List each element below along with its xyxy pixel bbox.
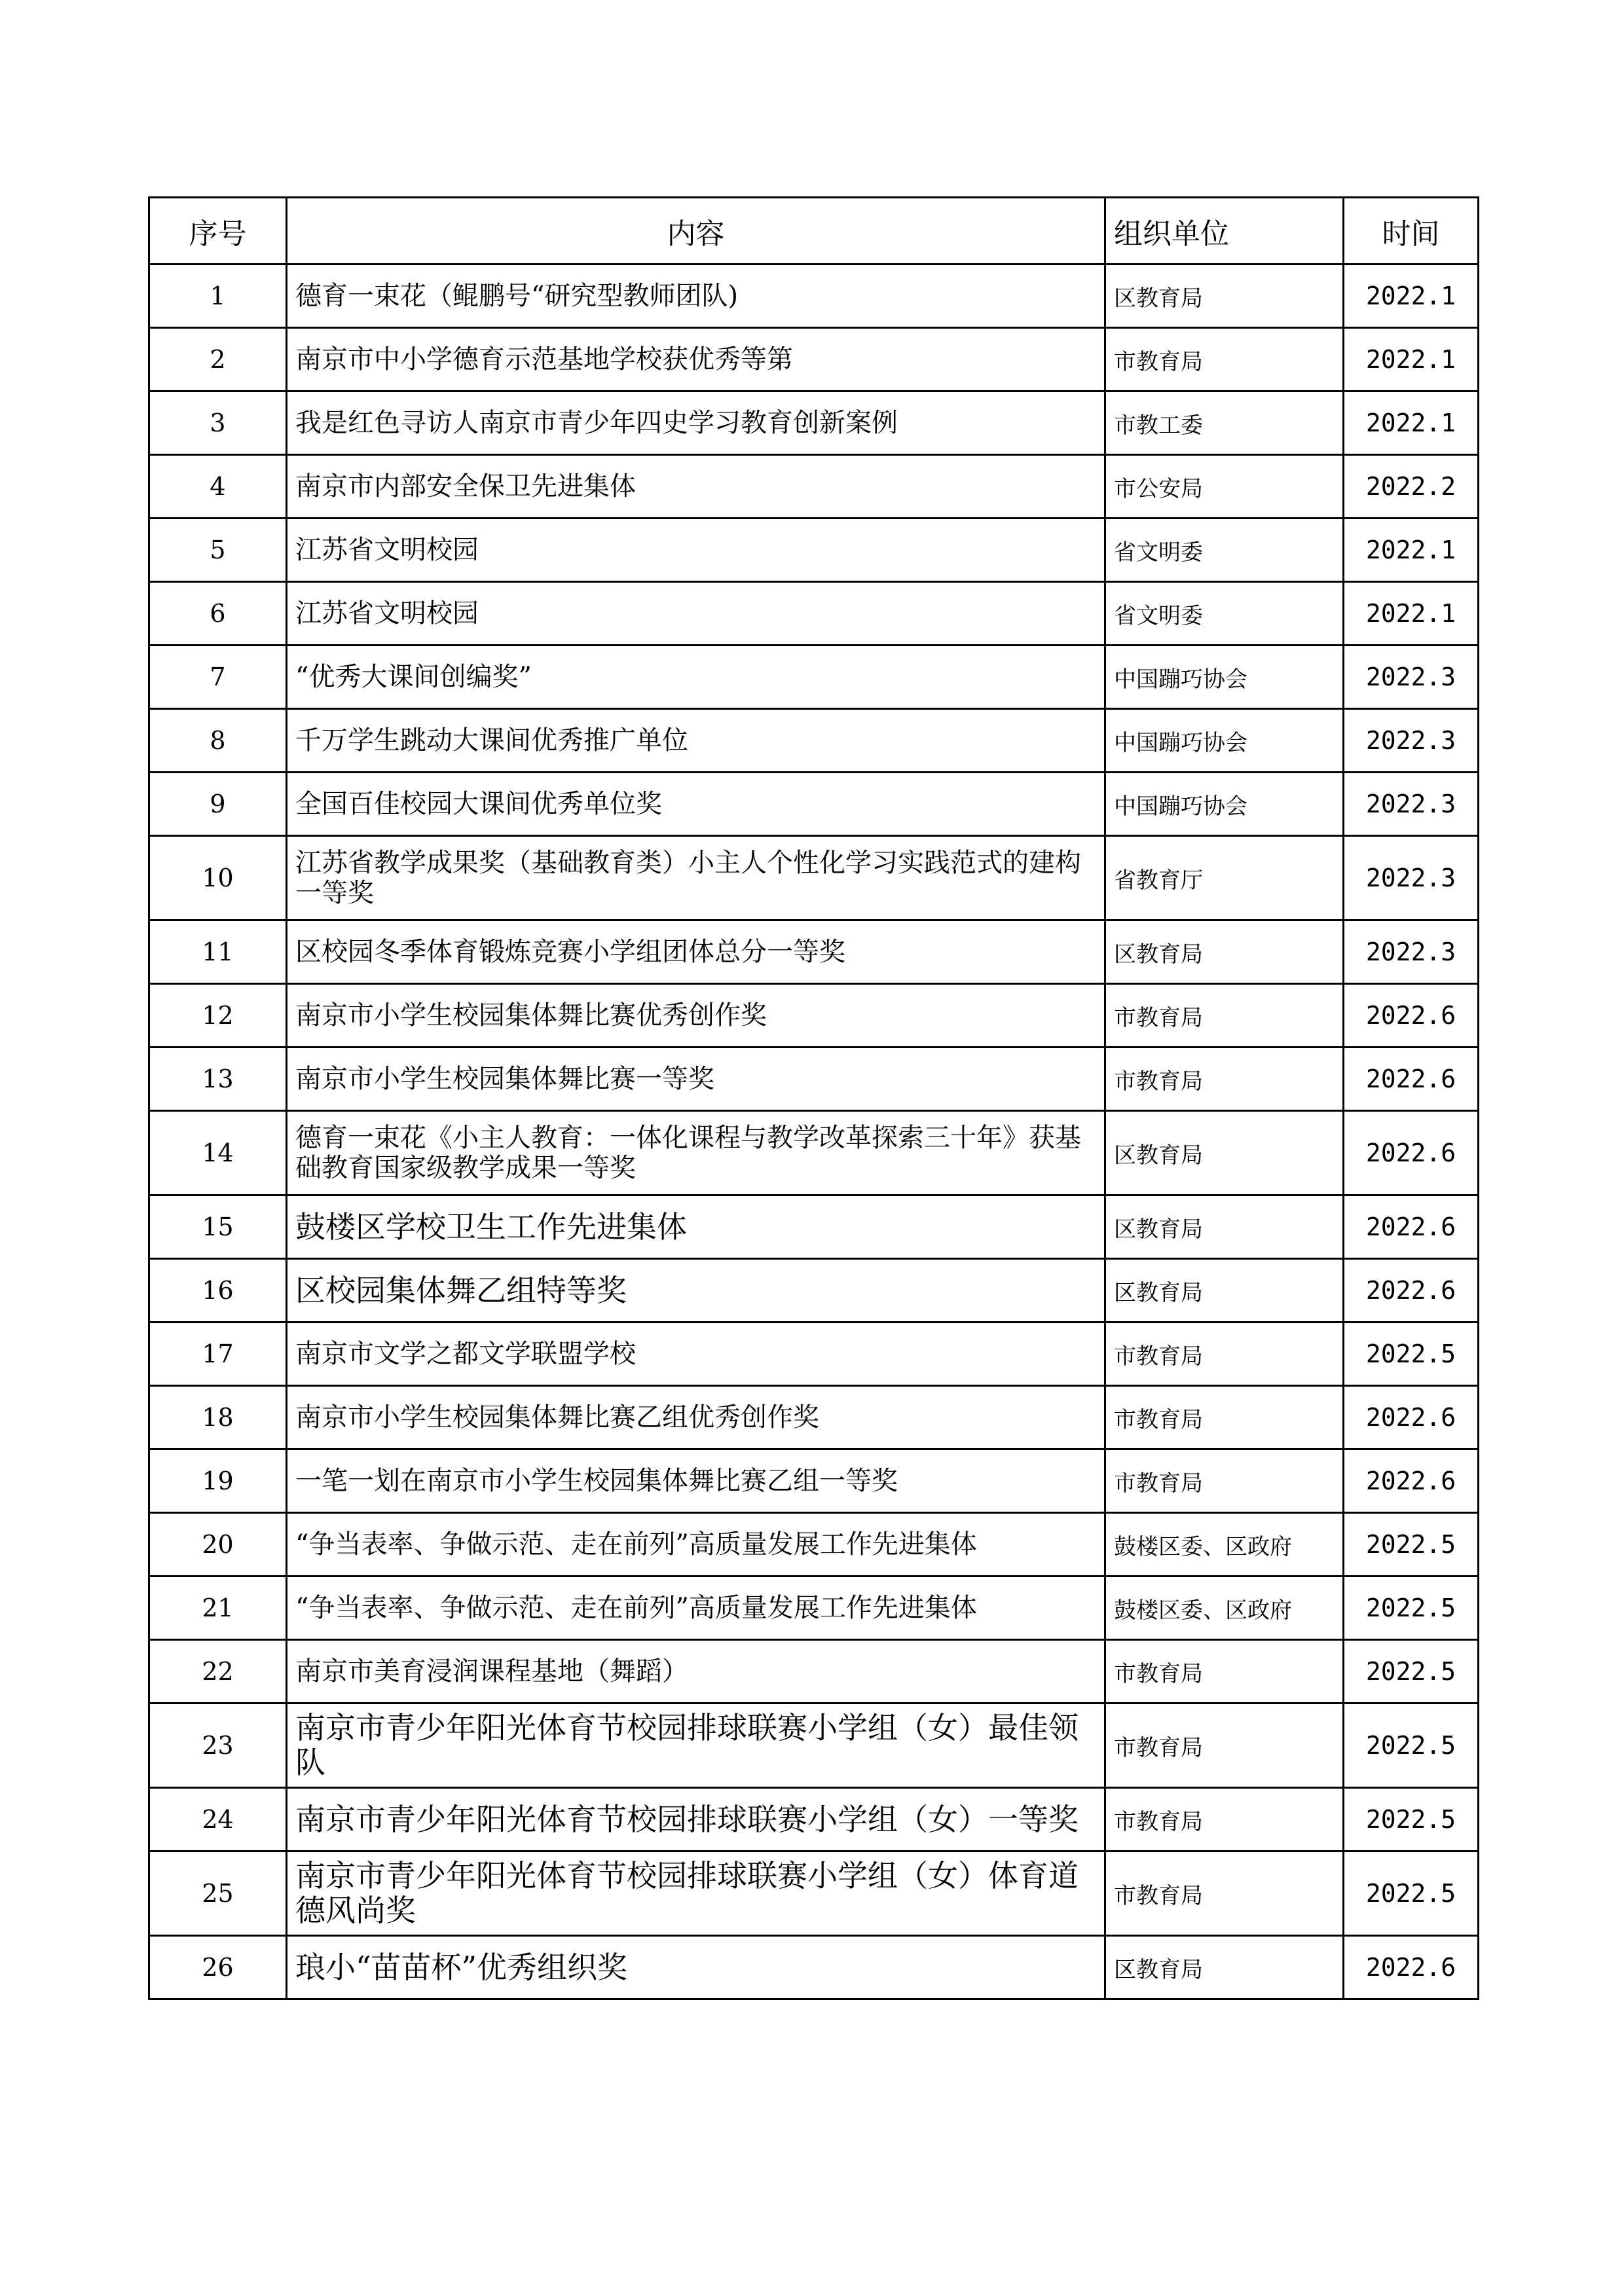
cell-no: 18: [149, 1386, 287, 1449]
cell-time: 2022.5: [1344, 1851, 1479, 1936]
cell-time: 2022.6: [1344, 984, 1479, 1048]
cell-content: 一笔一划在南京市小学生校园集体舞比赛乙组一等奖: [287, 1449, 1105, 1513]
table-row: [149, 392, 1479, 455]
cell-org: 省文明委: [1105, 582, 1344, 646]
cell-org: 市教育局: [1105, 1704, 1344, 1788]
cell-no: 12: [149, 984, 287, 1048]
cell-no: 23: [149, 1704, 287, 1788]
cell-content: 江苏省教学成果奖（基础教育类）小主人个性化学习实践范式的建构一等奖: [287, 836, 1105, 920]
header-no: 序号: [149, 198, 287, 264]
cell-content: 千万学生跳动大课间优秀推广单位: [287, 709, 1105, 773]
cell-org: 区教育局: [1105, 1936, 1344, 1999]
cell-no: 3: [149, 392, 287, 455]
cell-time: 2022.5: [1344, 1322, 1479, 1386]
table-row: [149, 1111, 1479, 1195]
cell-content: 南京市小学生校园集体舞比赛乙组优秀创作奖: [287, 1386, 1105, 1449]
cell-time: 2022.6: [1344, 1449, 1479, 1513]
cell-time: 2022.3: [1344, 646, 1479, 709]
cell-time: 2022.6: [1344, 1259, 1479, 1322]
table-row: [149, 582, 1479, 646]
table-row: [149, 1851, 1479, 1936]
cell-content: 南京市小学生校园集体舞比赛优秀创作奖: [287, 984, 1105, 1048]
cell-content: 江苏省文明校园: [287, 519, 1105, 582]
cell-content: 全国百佳校园大课间优秀单位奖: [287, 773, 1105, 836]
cell-no: 14: [149, 1111, 287, 1195]
cell-no: 9: [149, 773, 287, 836]
cell-no: 5: [149, 519, 287, 582]
cell-org: 区教育局: [1105, 1111, 1344, 1195]
awards-table: [148, 196, 1479, 2000]
cell-no: 20: [149, 1513, 287, 1576]
cell-content: “争当表率、争做示范、走在前列”高质量发展工作先进集体: [287, 1513, 1105, 1576]
table-body: [149, 264, 1479, 1999]
cell-time: 2022.1: [1344, 392, 1479, 455]
header-content: 内容: [287, 198, 1105, 264]
cell-org: 区教育局: [1105, 1195, 1344, 1259]
cell-content: 南京市青少年阳光体育节校园排球联赛小学组（女）体育道德风尚奖: [287, 1851, 1105, 1936]
cell-no: 16: [149, 1259, 287, 1322]
table-row: [149, 1576, 1479, 1640]
cell-time: 2022.6: [1344, 1195, 1479, 1259]
cell-org: 市公安局: [1105, 455, 1344, 519]
table-row: [149, 1195, 1479, 1259]
cell-org: 市教育局: [1105, 1851, 1344, 1936]
header-row: [149, 198, 1479, 264]
cell-content: 区校园冬季体育锻炼竞赛小学组团体总分一等奖: [287, 920, 1105, 984]
table-row: [149, 1788, 1479, 1851]
cell-content: 德育一束花（鲲鹏号“研究型教师团队): [287, 264, 1105, 328]
cell-content: 南京市文学之都文学联盟学校: [287, 1322, 1105, 1386]
cell-org: 区教育局: [1105, 920, 1344, 984]
cell-no: 21: [149, 1576, 287, 1640]
cell-org: 市教育局: [1105, 1048, 1344, 1111]
cell-time: 2022.1: [1344, 519, 1479, 582]
cell-time: 2022.5: [1344, 1788, 1479, 1851]
table-row: [149, 519, 1479, 582]
cell-time: 2022.3: [1344, 920, 1479, 984]
cell-org: 市教育局: [1105, 1788, 1344, 1851]
table-row: [149, 1704, 1479, 1788]
cell-org: 中国蹦巧协会: [1105, 709, 1344, 773]
table-row: [149, 773, 1479, 836]
table-row: [149, 1259, 1479, 1322]
cell-org: 市教工委: [1105, 392, 1344, 455]
table-row: [149, 1048, 1479, 1111]
cell-time: 2022.1: [1344, 264, 1479, 328]
cell-time: 2022.1: [1344, 328, 1479, 392]
cell-time: 2022.3: [1344, 836, 1479, 920]
cell-no: 2: [149, 328, 287, 392]
cell-no: 6: [149, 582, 287, 646]
cell-no: 11: [149, 920, 287, 984]
cell-org: 市教育局: [1105, 1386, 1344, 1449]
cell-no: 22: [149, 1640, 287, 1704]
cell-time: 2022.2: [1344, 455, 1479, 519]
cell-org: 省文明委: [1105, 519, 1344, 582]
cell-content: 南京市内部安全保卫先进集体: [287, 455, 1105, 519]
cell-org: 区教育局: [1105, 264, 1344, 328]
cell-no: 17: [149, 1322, 287, 1386]
cell-time: 2022.1: [1344, 582, 1479, 646]
table-row: [149, 1513, 1479, 1576]
cell-org: 市教育局: [1105, 984, 1344, 1048]
header-org: 组织单位: [1105, 198, 1344, 264]
table-row: [149, 920, 1479, 984]
cell-no: 10: [149, 836, 287, 920]
cell-org: 区教育局: [1105, 1259, 1344, 1322]
cell-time: 2022.3: [1344, 709, 1479, 773]
cell-no: 8: [149, 709, 287, 773]
cell-org: 市教育局: [1105, 1449, 1344, 1513]
cell-org: 中国蹦巧协会: [1105, 646, 1344, 709]
cell-content: 鼓楼区学校卫生工作先进集体: [287, 1195, 1105, 1259]
cell-time: 2022.5: [1344, 1704, 1479, 1788]
cell-time: 2022.5: [1344, 1576, 1479, 1640]
table-row: [149, 264, 1479, 328]
cell-time: 2022.6: [1344, 1386, 1479, 1449]
cell-org: 市教育局: [1105, 328, 1344, 392]
cell-content: 南京市小学生校园集体舞比赛一等奖: [287, 1048, 1105, 1111]
table-row: [149, 984, 1479, 1048]
cell-no: 25: [149, 1851, 287, 1936]
cell-content: 南京市中小学德育示范基地学校获优秀等第: [287, 328, 1105, 392]
table-row: [149, 836, 1479, 920]
table-row: [149, 1386, 1479, 1449]
table-row: [149, 1640, 1479, 1704]
cell-no: 7: [149, 646, 287, 709]
cell-content: 我是红色寻访人南京市青少年四史学习教育创新案例: [287, 392, 1105, 455]
cell-org: 鼓楼区委、区政府: [1105, 1513, 1344, 1576]
cell-org: 省教育厅: [1105, 836, 1344, 920]
header-time: 时间: [1344, 198, 1479, 264]
cell-content: 南京市青少年阳光体育节校园排球联赛小学组（女）一等奖: [287, 1788, 1105, 1851]
cell-no: 19: [149, 1449, 287, 1513]
cell-content: 琅小“苗苗杯”优秀组织奖: [287, 1936, 1105, 1999]
table-row: [149, 455, 1479, 519]
cell-no: 24: [149, 1788, 287, 1851]
cell-content: “争当表率、争做示范、走在前列”高质量发展工作先进集体: [287, 1576, 1105, 1640]
cell-no: 13: [149, 1048, 287, 1111]
table-row: [149, 646, 1479, 709]
table-row: [149, 1322, 1479, 1386]
cell-time: 2022.5: [1344, 1640, 1479, 1704]
cell-no: 26: [149, 1936, 287, 1999]
cell-time: 2022.5: [1344, 1513, 1479, 1576]
cell-time: 2022.6: [1344, 1048, 1479, 1111]
cell-content: 南京市美育浸润课程基地（舞蹈）: [287, 1640, 1105, 1704]
cell-time: 2022.3: [1344, 773, 1479, 836]
table-row: [149, 709, 1479, 773]
table-row: [149, 1449, 1479, 1513]
cell-content: 德育一束花《小主人教育：一体化课程与教学改革探索三十年》获基础教育国家级教学成果一等奖: [287, 1111, 1105, 1195]
cell-content: 南京市青少年阳光体育节校园排球联赛小学组（女）最佳领队: [287, 1704, 1105, 1788]
cell-time: 2022.6: [1344, 1111, 1479, 1195]
cell-no: 15: [149, 1195, 287, 1259]
cell-content: 区校园集体舞乙组特等奖: [287, 1259, 1105, 1322]
table-row: [149, 1936, 1479, 1999]
table-row: [149, 328, 1479, 392]
cell-content: 江苏省文明校园: [287, 582, 1105, 646]
cell-time: 2022.6: [1344, 1936, 1479, 1999]
cell-no: 1: [149, 264, 287, 328]
cell-no: 4: [149, 455, 287, 519]
cell-content: “优秀大课间创编奖”: [287, 646, 1105, 709]
cell-org: 中国蹦巧协会: [1105, 773, 1344, 836]
cell-org: 市教育局: [1105, 1322, 1344, 1386]
cell-org: 鼓楼区委、区政府: [1105, 1576, 1344, 1640]
cell-org: 市教育局: [1105, 1640, 1344, 1704]
